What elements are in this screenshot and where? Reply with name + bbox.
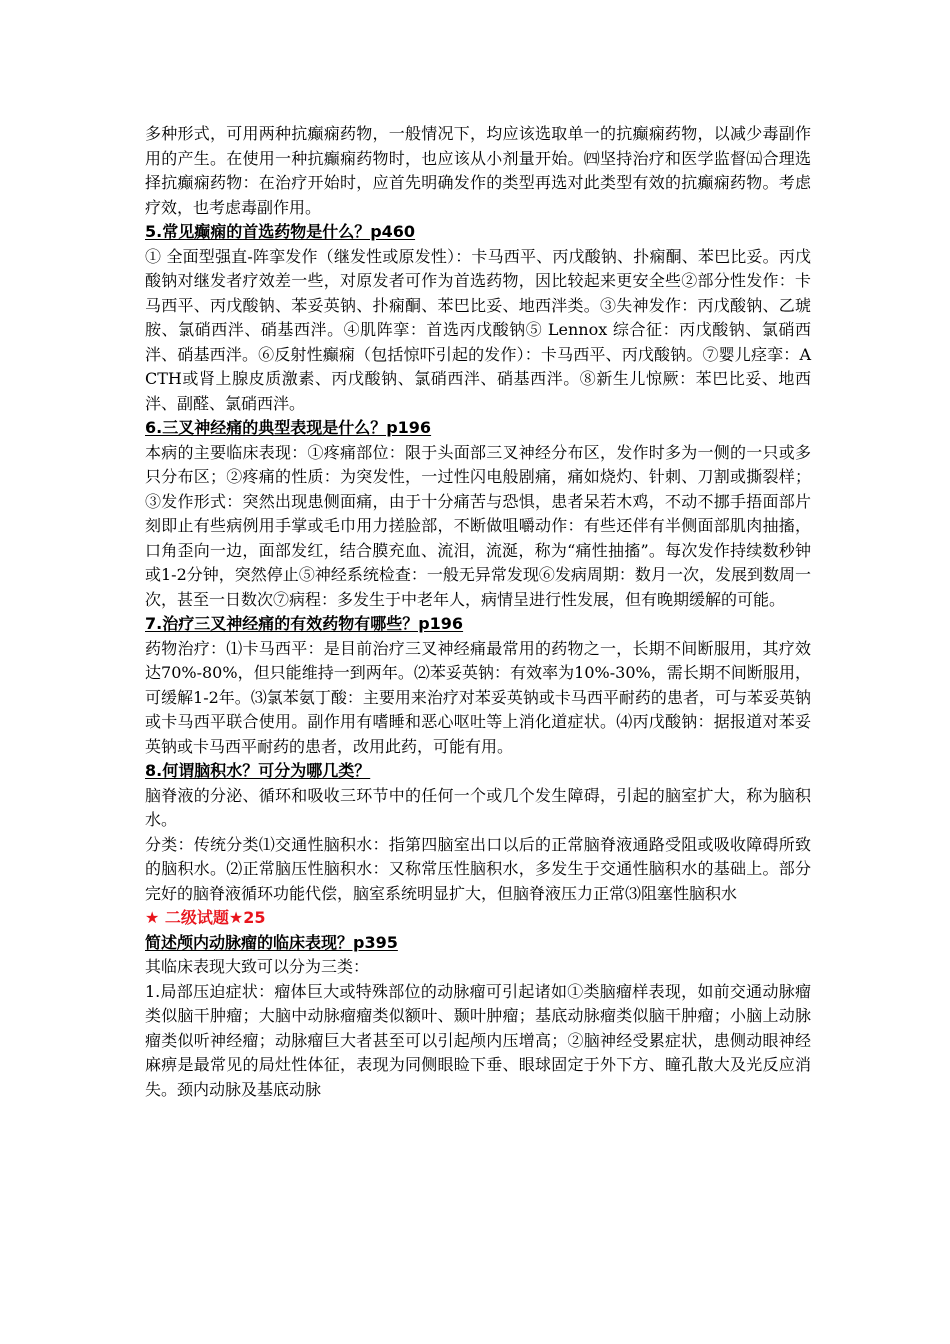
answer-8-classification: 分类：传统分类⑴交通性脑积水：指第四脑室出口以后的正常脑脊液通路受阻或吸收障碍所致的脑积水。⑵正常脑压性脑积水：又称常压性脑积水，多发生于交通性脑积水的基础上。部分完好的脑脊液循环功能代偿，脑室系统明显扩大，但脑脊液压力正常⑶阻塞性脑积水 bbox=[145, 834, 811, 903]
paragraph-intro: 多种形式，可用两种抗癫痫药物，一般情况下，均应该选取单一的抗癫痫药物，以减少毒副作用的产生。在使用一种抗癫痫药物时，也应该从小剂量开始。㈣坚持治疗和医学监督㈤合理选择抗癫痫药物：在治疗开始时，应首先明确发作的类型再选对此类型有效的抗癫痫药物。考虑疗效，也考虑毒副作用。 bbox=[145, 124, 811, 217]
answer-6: 本病的主要临床表现：①疼痛部位：限于头面部三叉神经分布区，发作时多为一侧的一只或多只分布区；②疼痛的性质：为突发性，一过性闪电般剧痛，痛如烧灼、针刺、刀割或撕裂样；③发作形式：突然出现患侧面痛，由于十分痛苦与恐惧，患者呆若木鸡，不动不挪手捂面部片刻即止有些病例用手掌或毛巾用力搓脸部，不断做咀嚼动作：有些还伴有半侧面部肌肉抽搐，口角歪向一边，面部发红，结合膜充血、流泪，流涎，称为“痛性抽搐”。每次发作持续数秒钟或1-2分钟，突然停止⑤神经系统检查：一般无异常发现⑥发病周期：数月一次，发展到数周一次，甚至一日数次⑦病程：多发生于中老年人，病情呈进行性发展，但有晚期缓解的可能。 bbox=[145, 442, 811, 609]
question-8-heading: 8.何谓脑积水？可分为哪几类？ bbox=[145, 761, 371, 780]
question-6-heading: 6.三叉神经痛的典型表现是什么？p196 bbox=[145, 418, 432, 437]
answer-8-definition: 脑脊液的分泌、循环和吸收三环节中的任何一个或几个发生障碍，引起的脑室扩大，称为脑积水。 bbox=[145, 785, 811, 829]
answer-5: ① 全面型强直-阵挛发作（继发性或原发性）：卡马西平、丙戊酸钠、扑痫酮、苯巴比妥。丙戊酸钠对继发者疗效差一些，对原发者可作为首选药物，因比较起来更安全些②部分性发作：卡马西平、丙戊酸钠、苯妥英钠、扑痫酮、苯巴比妥、地西泮类。③失神发作：丙戊酸钠、乙琥胺、氯硝西泮、硝基西泮。④肌阵挛：首选丙戊酸钠⑤ Lennox 综合征：丙戊酸钠、氯硝西泮、硝基西泮。⑥反射性癫痫（包括惊吓引起的发作）：卡马西平、丙戊酸钠。⑦婴儿痉挛：ACTH或肾上腺皮质激素、丙戊酸钠、氯硝西泮、硝基西泮。⑧新生儿惊厥：苯巴比妥、地西泮、副醛、氯硝西泮。 bbox=[145, 246, 811, 413]
answer-7: 药物治疗：⑴卡马西平：是目前治疗三叉神经痛最常用的药物之一，长期不间断服用，其疗效达70%-80%，但只能维持一到两年。⑵苯妥英钠：有效率为10%-30%，需长期不间断服用，可缓解1-2年。⑶氯苯氨丁酸：主要用来治疗对苯妥英钠或卡马西平耐药的患者，可与苯妥英钠或卡马西平联合使用。副作用有嗜睡和恶心呕吐等上消化道症状。⑷丙戊酸钠：据报道对苯妥英钠或卡马西平耐药的患者，改用此药，可能有用。 bbox=[145, 638, 811, 756]
answer-aneurysm-intro: 其临床表现大致可以分为三类： bbox=[145, 957, 370, 976]
level-heading: ★ 二级试题★25 bbox=[145, 908, 266, 927]
document-page bbox=[145, 122, 811, 1102]
question-7-heading: 7.治疗三叉神经痛的有效药物有哪些？p196 bbox=[145, 614, 464, 633]
answer-aneurysm-point-1: 1.局部压迫症状：瘤体巨大或特殊部位的动脉瘤可引起诸如①类脑瘤样表现，如前交通动脉瘤类似脑干肿瘤；大脑中动脉瘤瘤类似额叶、颞叶肿瘤；基底动脉瘤类似脑干肿瘤；小脑上动脉瘤类似听神经瘤；动脉瘤巨大者甚至可以引起颅内压增高；②脑神经受累症状，患侧动眼神经麻痹是最常见的局灶性体征，表现为同侧眼睑下垂、眼球固定于外下方、瞳孔散大及光反应消失。颈内动脉及基底动脉 bbox=[145, 981, 811, 1099]
question-5-heading: 5.常见癫痫的首选药物是什么？p460 bbox=[145, 222, 416, 241]
question-aneurysm-heading: 简述颅内动脉瘤的临床表现？p395 bbox=[145, 932, 398, 952]
